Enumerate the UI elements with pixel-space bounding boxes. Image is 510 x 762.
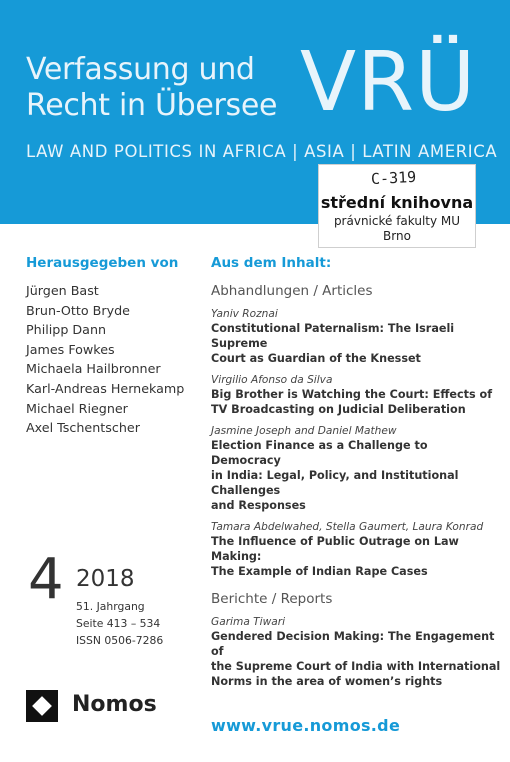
article-title-line: The Example of Indian Rape Cases: [211, 565, 428, 578]
sticker-shelf-code: C-319: [370, 167, 417, 189]
journal-logo-text: VRÜ: [300, 35, 477, 130]
diamond-icon: [32, 696, 52, 716]
report-entry: [211, 615, 501, 689]
report-title-line: Norms in the area of women’s rights: [211, 675, 443, 688]
article-title-line: Big Brother is Watching the Court: Effects of: [211, 388, 493, 401]
journal-title-line-1: Verfassung und: [26, 52, 255, 87]
report-title: [211, 629, 501, 689]
editor-name: Brun-Otto Bryde: [26, 302, 130, 318]
article-entry: [211, 520, 501, 579]
articles-heading: Abhandlungen / Articles: [211, 283, 373, 299]
library-sticker: [318, 164, 476, 248]
editor-name: Michael Riegner: [26, 400, 128, 416]
contents-column: [211, 255, 501, 696]
editor-name: Philipp Dann: [26, 322, 107, 338]
issue-year: 2018: [76, 566, 135, 592]
article-title-line: The Influence of Public Outrage on Law Making:: [211, 535, 459, 563]
article-entry: [211, 424, 501, 513]
article-title-line: and Responses: [211, 499, 306, 512]
article-title: [211, 387, 501, 417]
article-author: Virgilio Afonso da Silva: [211, 374, 333, 386]
report-title-line: Gendered Decision Making: The Engagement of: [211, 630, 495, 658]
sticker-faculty: právnické fakulty MU: [333, 214, 461, 228]
article-title-line: in India: Legal, Policy, and Institutional Challenges: [211, 469, 459, 497]
editor-name: Michaela Hailbronner: [26, 361, 161, 377]
journal-subtitle: LAW AND POLITICS IN AFRICA | ASIA | LATIN AMERICA: [26, 142, 498, 161]
article-title: [211, 438, 501, 513]
editors-column: [26, 255, 196, 438]
editor-name: Karl-Andreas Hernekamp: [26, 380, 185, 396]
sticker-city: Brno: [383, 229, 411, 243]
article-author: Tamara Abdelwahed, Stella Gaumert, Laura Konrad: [211, 521, 484, 533]
report-title-line: the Supreme Court of India with International: [211, 660, 501, 673]
article-title: [211, 534, 501, 579]
journal-url[interactable]: www.vrue.nomos.de: [211, 716, 401, 735]
reports-heading: Berichte / Reports: [211, 591, 333, 607]
sticker-library-name: střední knihovna: [320, 193, 474, 212]
article-title-line: Constitutional Paternalism: The Israeli Supreme: [211, 322, 455, 350]
article-entry: [211, 373, 501, 417]
nomos-logo-icon: [26, 690, 58, 722]
issue-number: 4: [28, 547, 64, 612]
contents-heading: Aus dem Inhalt:: [211, 255, 332, 271]
journal-title-line-2: Recht in Übersee: [26, 88, 278, 123]
article-title: [211, 321, 501, 366]
editor-name: Axel Tschentscher: [26, 420, 140, 436]
issue-pages: Seite 413 – 534: [76, 617, 161, 630]
article-title-line: TV Broadcasting on Judicial Deliberation: [211, 403, 466, 416]
article-entry: [211, 307, 501, 366]
report-author: Garima Tiwari: [211, 616, 286, 628]
issue-volume: 51. Jahrgang: [76, 600, 145, 613]
editors-heading: Herausgegeben von: [26, 255, 179, 271]
editor-name: James Fowkes: [26, 341, 115, 357]
publisher-name: Nomos: [72, 692, 157, 717]
issue-issn: ISSN 0506-7286: [76, 634, 164, 647]
article-author: Yaniv Roznai: [211, 308, 278, 320]
article-title-line: Election Finance as a Challenge to Democracy: [211, 439, 428, 467]
article-author: Jasmine Joseph and Daniel Mathew: [211, 425, 397, 437]
editor-name: Jürgen Bast: [26, 283, 99, 298]
article-title-line: Court as Guardian of the Knesset: [211, 352, 421, 365]
